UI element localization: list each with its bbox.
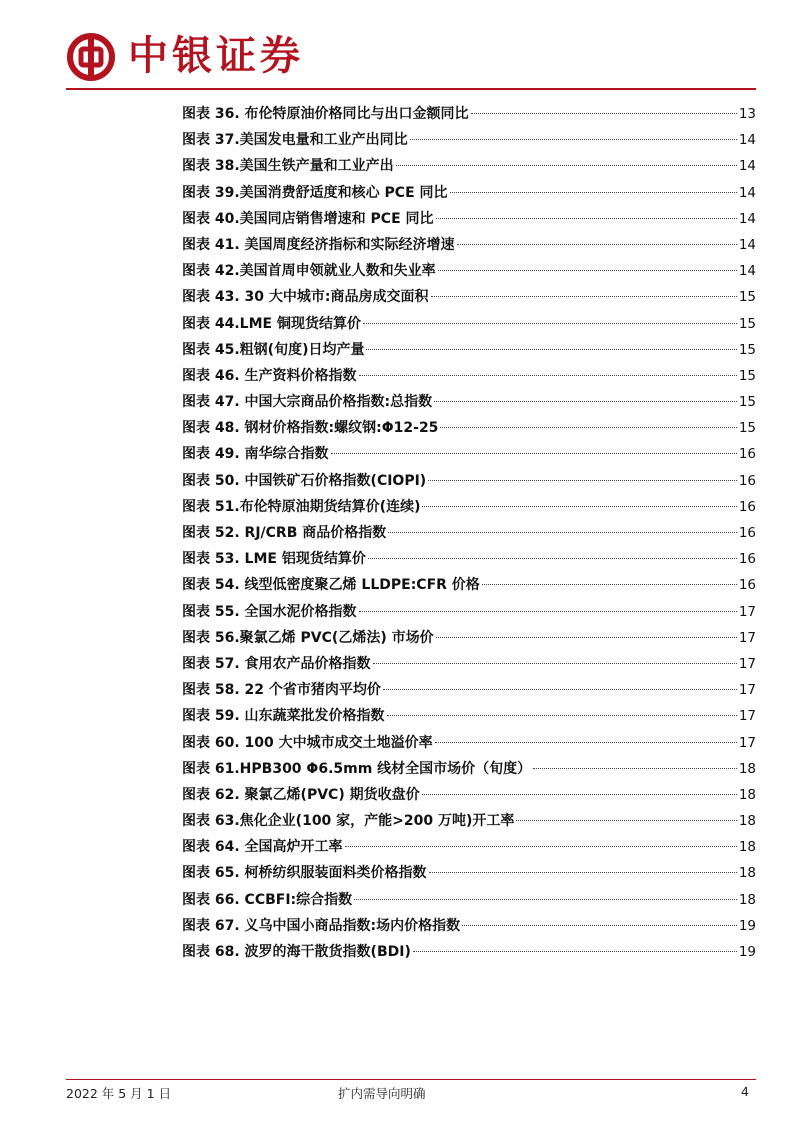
toc-entry-label[interactable]: 图表 45.粗钢(旬度)日均产量 <box>182 341 365 358</box>
toc-dot-leader <box>482 583 737 585</box>
toc-entry[interactable] <box>182 337 756 363</box>
toc-dot-leader <box>387 714 737 716</box>
toc-entry-page[interactable]: 15 <box>738 420 756 437</box>
toc-entry-page[interactable]: 14 <box>738 236 756 253</box>
toc-dot-leader <box>413 950 737 952</box>
toc-entry[interactable] <box>182 180 756 206</box>
toc-dot-leader <box>396 164 737 166</box>
toc-entry-page[interactable]: 18 <box>738 891 756 908</box>
page-header <box>0 0 802 95</box>
toc-entry-label[interactable]: 图表 43. 30 大中城市:商品房成交面积 <box>182 289 429 306</box>
toc-entry[interactable] <box>182 389 756 415</box>
toc-entry[interactable] <box>182 703 756 729</box>
toc-entry-page[interactable]: 14 <box>738 158 756 175</box>
toc-entry[interactable] <box>182 808 756 834</box>
toc-entry[interactable] <box>182 730 756 756</box>
footer-divider <box>66 1079 756 1080</box>
toc-entry-label[interactable]: 图表 64. 全国高炉开工率 <box>182 839 343 856</box>
toc-dot-leader <box>345 845 737 847</box>
toc-dot-leader <box>373 662 737 664</box>
toc-entry[interactable] <box>182 913 756 939</box>
brand-name: 中银证券 <box>128 33 304 79</box>
toc-entry-label[interactable]: 图表 58. 22 个省市猪肉平均价 <box>182 682 381 699</box>
toc-entry[interactable] <box>182 625 756 651</box>
toc-entry[interactable] <box>182 756 756 782</box>
toc-dot-leader <box>462 924 737 926</box>
toc-entry-label[interactable]: 图表 48. 钢材价格指数:螺纹钢:Φ12-25 <box>182 420 439 437</box>
toc-entry-label[interactable]: 图表 55. 全国水泥价格指数 <box>182 603 357 620</box>
toc-entry[interactable] <box>182 782 756 808</box>
toc-entry-page[interactable]: 16 <box>738 525 756 541</box>
toc-entry-page[interactable]: 19 <box>738 944 756 960</box>
toc-entry-page[interactable]: 17 <box>738 603 756 620</box>
footer-date: 2022 年 5 月 1 日 <box>66 1086 172 1101</box>
toc-entry-label[interactable]: 图表 65. 柯桥纺织服装面料类价格指数 <box>182 865 427 882</box>
toc-entry-label[interactable]: 图表 57. 食用农产品价格指数 <box>182 655 371 672</box>
toc-dot-leader <box>435 741 737 743</box>
toc-dot-leader <box>363 322 737 324</box>
toc-entry-label[interactable]: 图表 59. 山东蔬菜批发价格指数 <box>182 708 385 725</box>
footer-page-number: 4 <box>741 1084 749 1099</box>
toc-entry-page[interactable]: 19 <box>738 917 756 934</box>
toc-entry[interactable] <box>182 101 756 127</box>
toc-entry-label[interactable]: 图表 47. 中国大宗商品价格指数:总指数 <box>182 394 433 411</box>
toc-entry-label[interactable]: 图表 39.美国消费舒适度和核心 PCE 同比 <box>182 184 448 201</box>
toc-entry-page[interactable]: 17 <box>738 734 756 751</box>
toc-dot-leader <box>388 531 737 533</box>
toc-entry-page[interactable]: 15 <box>738 289 756 306</box>
toc-entry[interactable] <box>182 127 756 153</box>
toc-dot-leader <box>422 505 736 507</box>
toc-entry-page[interactable]: 16 <box>738 472 756 489</box>
toc-dot-leader <box>516 819 736 821</box>
toc-dot-leader <box>438 269 737 271</box>
toc-entry-page[interactable]: 14 <box>738 210 756 227</box>
footer-report-title: 扩内需导向明确 <box>338 1086 426 1101</box>
toc-dot-leader <box>440 426 736 428</box>
toc-entry-page[interactable]: 18 <box>738 786 756 803</box>
toc-entry-label[interactable]: 图表 46. 生产资料价格指数 <box>182 367 357 384</box>
toc-entry[interactable] <box>182 258 756 284</box>
toc-entry-label[interactable]: 图表 66. CCBFI:综合指数 <box>182 891 353 908</box>
toc-entry-page[interactable]: 16 <box>738 551 756 568</box>
toc-dot-leader <box>410 138 737 140</box>
toc-entry-label[interactable]: 图表 68. 波罗的海干散货指数(BDI) <box>182 944 411 960</box>
toc-entry[interactable] <box>182 546 756 572</box>
toc-dot-leader <box>436 636 737 638</box>
toc-entry[interactable] <box>182 572 756 598</box>
toc-entry[interactable] <box>182 441 756 467</box>
toc-dot-leader <box>354 898 737 900</box>
toc-entry[interactable] <box>182 939 756 965</box>
toc-dot-leader <box>436 217 737 219</box>
toc-entry[interactable] <box>182 153 756 179</box>
toc-dot-leader <box>359 610 737 612</box>
toc-entry-page[interactable]: 15 <box>738 367 756 384</box>
toc-entry-page[interactable]: 17 <box>738 708 756 725</box>
toc-entry-label[interactable]: 图表 38.美国生铁产量和工业产出 <box>182 158 394 175</box>
toc-dot-leader <box>368 557 737 559</box>
toc-entry-page[interactable]: 15 <box>738 394 756 411</box>
toc-entry-page[interactable]: 17 <box>738 682 756 699</box>
toc-entry-page[interactable]: 17 <box>738 629 756 646</box>
toc-entry[interactable] <box>182 834 756 860</box>
toc-entry-label[interactable]: 图表 36. 布伦特原油价格同比与出口金额同比 <box>182 106 469 122</box>
toc-entry[interactable] <box>182 887 756 913</box>
table-of-contents <box>182 101 756 965</box>
toc-entry[interactable] <box>182 415 756 441</box>
toc-entry-page[interactable]: 14 <box>738 132 756 149</box>
toc-entry-label[interactable]: 图表 52. RJ/CRB 商品价格指数 <box>182 525 387 541</box>
toc-dot-leader <box>429 871 737 873</box>
toc-entry[interactable] <box>182 284 756 310</box>
toc-entry-label[interactable]: 图表 42.美国首周申领就业人数和失业率 <box>182 263 436 280</box>
toc-entry-page[interactable]: 16 <box>738 446 756 463</box>
toc-entry[interactable] <box>182 232 756 258</box>
toc-entry-label[interactable]: 图表 62. 聚氯乙烯(PVC) 期货收盘价 <box>182 786 420 803</box>
toc-dot-leader <box>383 688 737 690</box>
toc-entry-label[interactable]: 图表 67. 义乌中国小商品指数:场内价格指数 <box>182 917 461 934</box>
toc-entry[interactable] <box>182 311 756 337</box>
toc-entry-label[interactable]: 图表 54. 线型低密度聚乙烯 LLDPE:CFR 价格 <box>182 577 480 594</box>
toc-entry[interactable] <box>182 677 756 703</box>
toc-dot-leader <box>533 767 737 769</box>
toc-dot-leader <box>359 374 737 376</box>
toc-entry-page[interactable]: 15 <box>738 315 756 332</box>
toc-dot-leader <box>450 191 737 193</box>
toc-entry-label[interactable]: 图表 50. 中国铁矿石价格指数(CIOPI) <box>182 472 427 489</box>
toc-entry[interactable] <box>182 468 756 494</box>
toc-entry-page[interactable]: 17 <box>738 655 756 672</box>
toc-entry-page[interactable]: 14 <box>738 184 756 201</box>
toc-entry-label[interactable]: 图表 56.聚氯乙烯 PVC(乙烯法) 市场价 <box>182 629 434 646</box>
toc-dot-leader <box>431 295 737 297</box>
toc-entry-page[interactable]: 18 <box>738 839 756 856</box>
toc-entry[interactable] <box>182 206 756 232</box>
toc-dot-leader <box>366 348 736 350</box>
bank-of-china-logo-icon <box>66 32 116 82</box>
toc-entry-page[interactable]: 16 <box>738 498 756 515</box>
toc-entry-label[interactable]: 图表 49. 南华综合指数 <box>182 446 329 463</box>
toc-dot-leader <box>434 400 737 402</box>
toc-entry[interactable] <box>182 651 756 677</box>
toc-entry-page[interactable]: 13 <box>738 106 756 122</box>
toc-entry-label[interactable]: 图表 60. 100 大中城市成交土地溢价率 <box>182 734 433 751</box>
toc-dot-leader <box>331 452 737 454</box>
toc-entry-label[interactable]: 图表 53. LME 铝现货结算价 <box>182 551 366 568</box>
toc-entry[interactable] <box>182 860 756 886</box>
toc-entry-label[interactable]: 图表 41. 美国周度经济指标和实际经济增速 <box>182 236 455 253</box>
toc-entry-label[interactable]: 图表 37.美国发电量和工业产出同比 <box>182 132 408 149</box>
toc-entry-page[interactable]: 18 <box>738 813 756 830</box>
toc-entry-page[interactable]: 18 <box>738 760 756 777</box>
header-divider <box>66 88 756 90</box>
toc-dot-leader <box>428 479 737 481</box>
toc-entry[interactable] <box>182 494 756 520</box>
toc-entry-label[interactable]: 图表 61.HPB300 Φ6.5mm 线材全国市场价（旬度） <box>182 760 532 777</box>
toc-entry[interactable] <box>182 363 756 389</box>
toc-entry-label[interactable]: 图表 40.美国同店销售增速和 PCE 同比 <box>182 210 434 227</box>
toc-entry[interactable] <box>182 520 756 546</box>
toc-entry-label[interactable]: 图表 51.布伦特原油期货结算价(连续) <box>182 498 421 515</box>
toc-entry-label[interactable]: 图表 44.LME 铜现货结算价 <box>182 315 361 332</box>
toc-entry-page[interactable]: 16 <box>738 577 756 594</box>
toc-entry[interactable] <box>182 599 756 625</box>
toc-dot-leader <box>457 243 737 245</box>
toc-entry-page[interactable]: 15 <box>738 341 756 358</box>
toc-dot-leader <box>422 793 737 795</box>
toc-dot-leader <box>471 112 737 114</box>
toc-entry-label[interactable]: 图表 63.焦化企业(100 家，产能>200 万吨)开工率 <box>182 813 515 830</box>
toc-entry-page[interactable]: 18 <box>738 865 756 882</box>
toc-entry-page[interactable]: 14 <box>738 263 756 280</box>
